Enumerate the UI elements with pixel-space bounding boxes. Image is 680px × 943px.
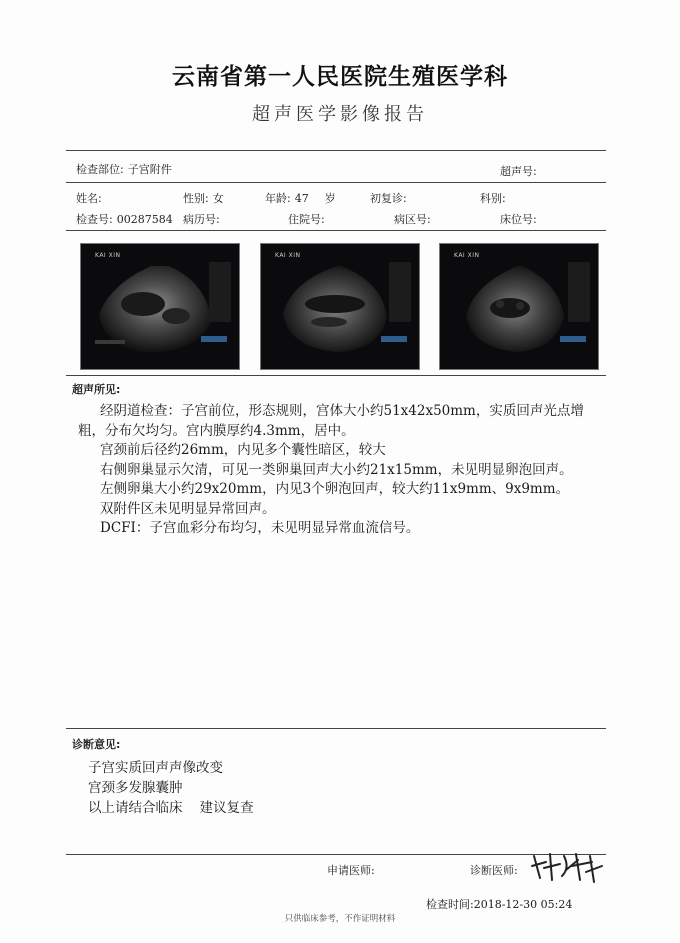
sex-field: [183, 190, 224, 206]
department-field: [480, 190, 510, 206]
check-time-field: [426, 896, 572, 912]
age-label: 年龄:: [265, 192, 291, 205]
record-no-field: [183, 211, 224, 227]
exam-no-field: [76, 211, 173, 227]
diagnosis-line: 以上请结合临床 建议复查: [88, 800, 254, 816]
bed-no-field: [500, 211, 541, 227]
age-unit: 岁: [324, 192, 336, 205]
exam-site-label: 检查部位:: [76, 163, 124, 176]
hospital-name: 云南省第一人民医院生殖医学科: [172, 63, 508, 90]
report-title: 超声医学影像报告: [252, 104, 428, 125]
exam-no-value: 00287584: [116, 213, 173, 226]
findings-line: 右侧卵巢显示欠清，可见一类卵巢回声大小约21x15mm，未见明显卵泡回声。: [100, 461, 573, 478]
visit-field: [370, 190, 411, 206]
scan-brand-label: KAI XIN: [95, 252, 121, 259]
findings-text: [78, 402, 598, 539]
exam-site-field: [76, 161, 172, 177]
ward-no-label: 病区号:: [394, 213, 431, 226]
age-value: 47: [294, 192, 309, 205]
diagnosing-label: 诊断医师:: [470, 864, 518, 877]
bed-no-label: 床位号:: [500, 213, 537, 226]
diagnosis-text: [88, 758, 388, 818]
findings-line: 宫颈前后径约26mm，内见多个囊性暗区，较大: [100, 442, 386, 458]
signature-icon: [530, 846, 610, 886]
applicant-label: 申请医师:: [327, 864, 375, 877]
findings-line: 经阴道检查：子宫前位，形态规则，宫体大小约51x42x50mm，实质回声光点增粗，分布欠均匀。宫内膜厚约4.3mm，居中。: [78, 403, 584, 439]
name-field: [76, 190, 106, 206]
department-label: 科别:: [480, 192, 506, 205]
sex-label: 性别:: [183, 192, 209, 205]
inpatient-no-label: 住院号:: [288, 213, 325, 226]
check-time-label: 检查时间:: [426, 898, 474, 911]
scan-brand-label: KAI XIN: [275, 252, 301, 259]
diagnosis-line: 子宫实质回声声像改变: [88, 760, 223, 776]
divider-top: [66, 150, 606, 151]
applicant-field: [327, 862, 375, 878]
sex-value: 女: [212, 192, 224, 205]
check-time-value: 2018-12-30 05:24: [473, 898, 573, 911]
findings-line: 左侧卵巢大小约29x20mm，内见3个卵泡回声，较大约11x9mm、9x9mm。: [100, 481, 570, 497]
doctor-signature: [530, 846, 610, 890]
ultrasound-image-3: [439, 243, 599, 370]
diagnosing-field: [470, 862, 518, 878]
divider-diagnosis: [66, 728, 606, 729]
visit-label: 初复诊:: [370, 192, 407, 205]
ward-no-field: [394, 211, 435, 227]
ultrasound-scan-graphic: [440, 244, 598, 369]
exam-no-label: 检查号:: [76, 213, 113, 226]
divider-findings: [66, 375, 606, 376]
exam-site-value: 子宫附件: [127, 163, 172, 176]
divider-footer: [66, 854, 606, 855]
divider-patient: [66, 182, 606, 183]
ultrasound-image-2: [260, 243, 420, 370]
findings-line: DCFI：子宫血彩分布均匀，未见明显异常血流信号。: [100, 520, 420, 536]
findings-label: 超声所见:: [72, 383, 121, 396]
age-field: [265, 190, 336, 206]
ultrasound-no-label: 超声号:: [500, 165, 537, 178]
name-label: 姓名:: [76, 192, 102, 205]
inpatient-no-field: [288, 211, 329, 227]
record-no-label: 病历号:: [183, 213, 220, 226]
diagnosis-line: 宫颈多发腺囊肿: [88, 780, 183, 796]
divider-images: [66, 230, 606, 231]
diagnosis-label: 诊断意见:: [72, 738, 121, 751]
scan-brand-label: KAI XIN: [454, 252, 480, 259]
ultrasound-scan-graphic: [261, 244, 419, 369]
ultrasound-image-1: [80, 243, 240, 370]
ultrasound-scan-graphic: [81, 244, 239, 369]
disclaimer-text: 只供临床参考，不作证明材料: [284, 914, 396, 924]
findings-line: 双附件区未见明显异常回声。: [100, 500, 276, 517]
ultrasound-no-field: [500, 163, 541, 179]
